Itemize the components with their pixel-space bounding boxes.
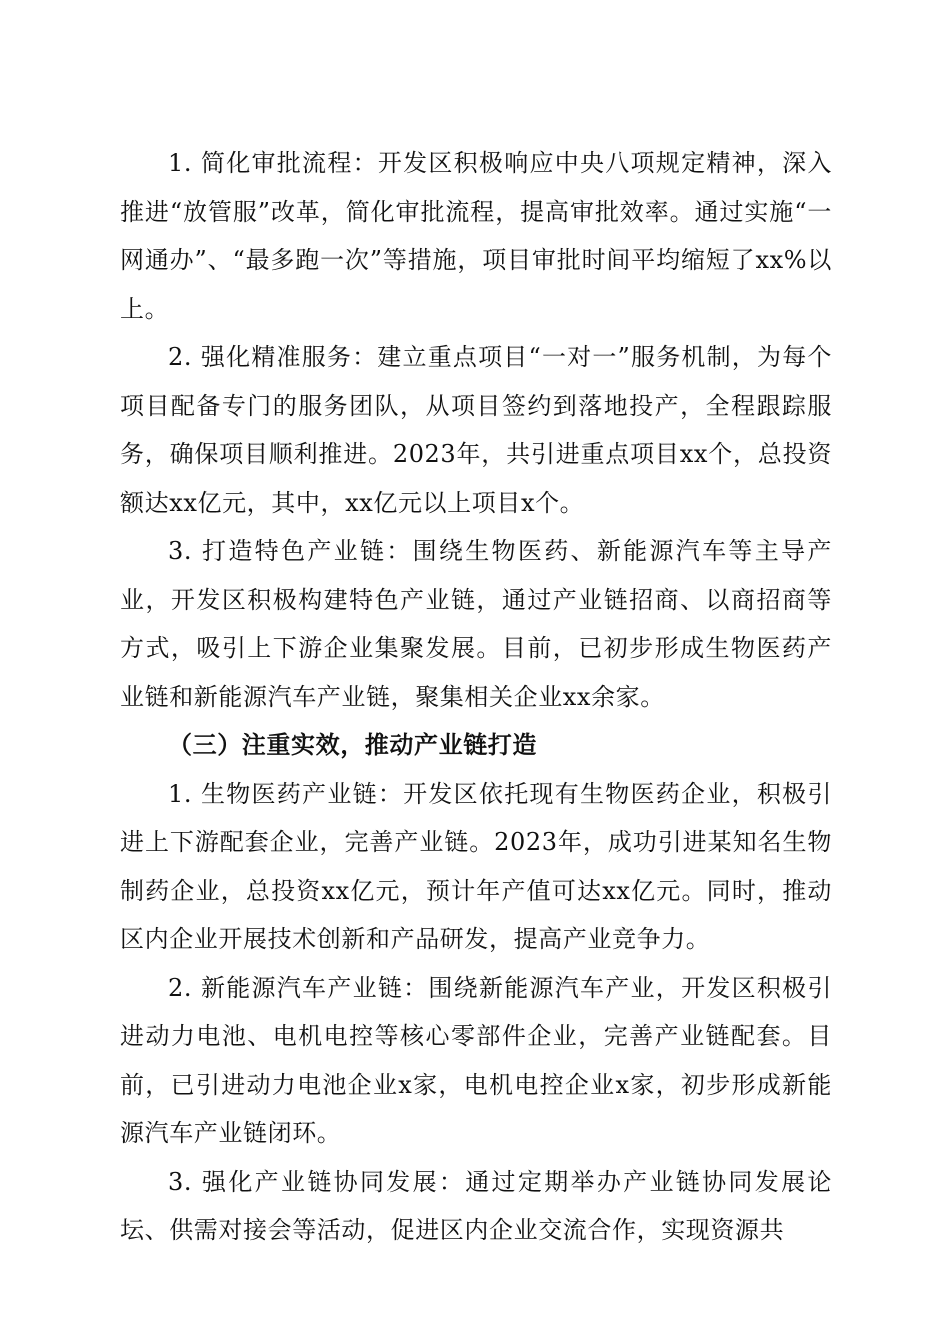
- paragraph-precise-service: 2. 强化精准服务：建立重点项目“一对一”服务机制，为每个项目配备专门的服务团队，从项目签约到落地投产，全程跟踪服务，确保项目顺利推进。2023年，共引进重点项目xx个，总投资额达xx亿元，其中，xx亿元以上项目x个。: [120, 343, 832, 517]
- paragraph-new-energy-chain: 2. 新能源汽车产业链：围绕新能源汽车产业，开发区积极引进动力电池、电机电控等核心零部件企业，完善产业链配套。目前，已引进动力电池企业x家，电机电控企业x家，初步形成新能源汽车产业链闭环。: [120, 973, 832, 1147]
- paragraph-chain-synergy: 3. 强化产业链协同发展：通过定期举办产业链协同发展论坛、供需对接会等活动，促进区内企业交流合作，实现资源共: [120, 1167, 832, 1244]
- paragraph-simplify-approval: 1. 简化审批流程：开发区积极响应中央八项规定精神，深入推进“放管服”改革，简化审批流程，提高审批效率。通过实施“一网通办”、“最多跑一次”等措施，项目审批时间平均缩短了xx%以上。: [120, 149, 832, 323]
- section-heading: （三）注重实效，推动产业链打造: [168, 730, 537, 759]
- paragraph-biomedicine-chain: 1. 生物医药产业链：开发区依托现有生物医药企业，积极引进上下游配套企业，完善产业链。2023年，成功引进某知名生物制药企业，总投资xx亿元，预计年产值可达xx亿元。同时，推动区内企业开展技术创新和产品研发，提高产业竞争力。: [120, 779, 832, 953]
- paragraph-industry-chain: 3. 打造特色产业链：围绕生物医药、新能源汽车等主导产业，开发区积极构建特色产业链，通过产业链招商、以商招商等方式，吸引上下游企业集聚发展。目前，已初步形成生物医药产业链和新能源汽车产业链，聚集相关企业xx余家。: [120, 537, 832, 711]
- document-body: [120, 139, 832, 1255]
